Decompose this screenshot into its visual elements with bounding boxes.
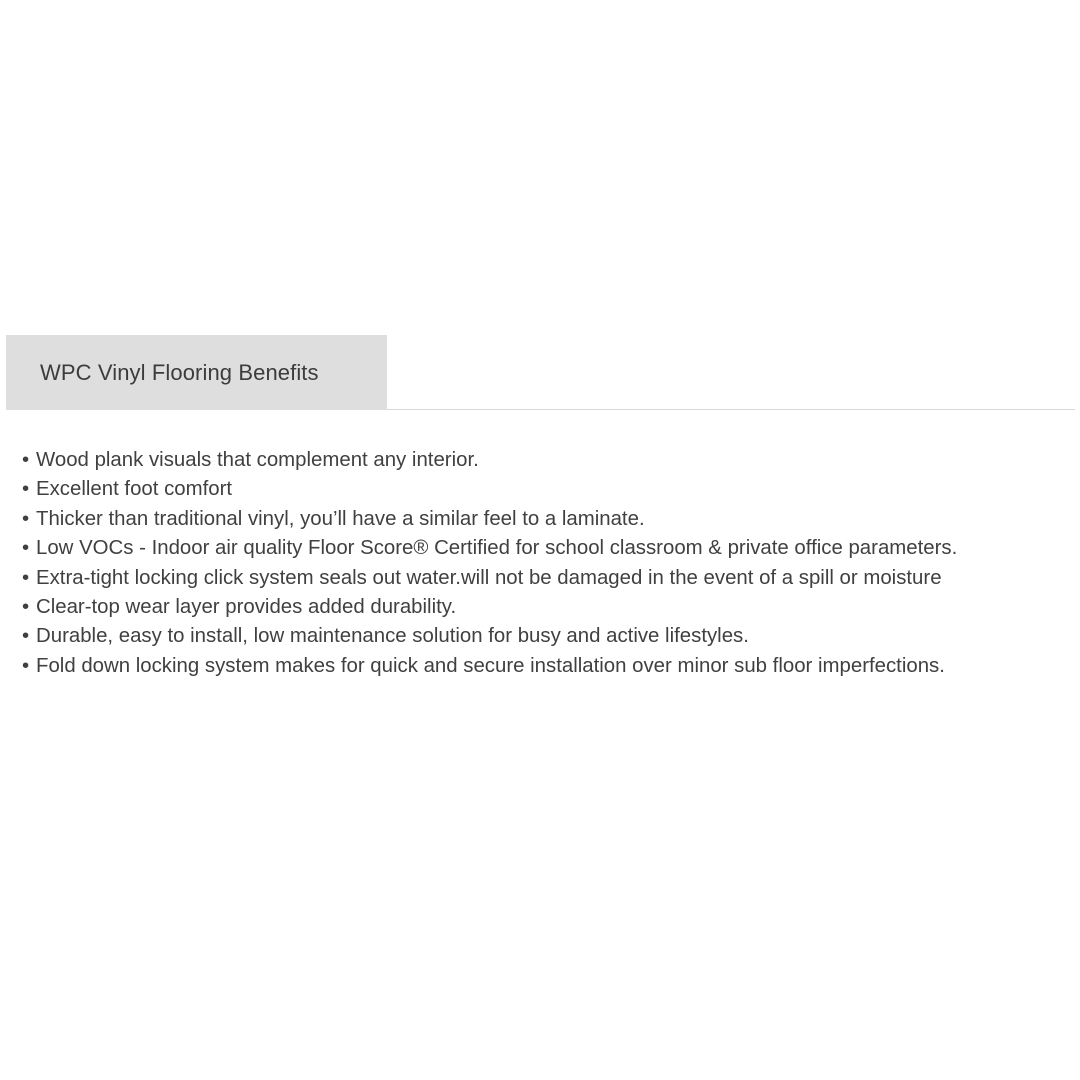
list-item-text: Clear-top wear layer provides added durability.: [36, 596, 457, 619]
list-item: [22, 446, 1076, 475]
list-item: [22, 593, 1076, 622]
list-item-text: Durable, easy to install, low maintenance solution for busy and active lifestyles.: [36, 625, 749, 648]
list-item-text: Thicker than traditional vinyl, you’ll have a similar feel to a laminate.: [36, 507, 645, 530]
bullet: •: [22, 449, 30, 471]
bullet: •: [22, 625, 30, 648]
list-item-text: Fold down locking system makes for quick and secure installation over minor sub floor imperfections.: [36, 654, 945, 677]
bullet: •: [22, 654, 30, 677]
list-item: [22, 652, 1076, 681]
tab-strip: [6, 335, 1075, 410]
bullet: •: [22, 478, 30, 501]
list-item: [22, 534, 1076, 563]
list-item: [22, 505, 1076, 534]
bullet: •: [22, 507, 30, 530]
list-item-text: Extra-tight locking click system seals out water.will not be damaged in the event of a spill or moisture: [36, 566, 942, 589]
list-item: [22, 475, 1076, 504]
bullet: •: [22, 596, 30, 619]
list-item: [22, 622, 1076, 651]
list-item-text: Low VOCs - Indoor air quality Floor Score® Certified for school classroom & private office parameters.: [36, 537, 958, 560]
list-item-text: Wood plank visuals that complement any interior.: [36, 449, 479, 471]
list-item: [22, 564, 1076, 593]
tab-wpc-vinyl-flooring-benefits[interactable]: [6, 335, 387, 410]
tab-label: WPC Vinyl Flooring Benefits: [40, 359, 319, 385]
benefits-list: [22, 446, 1076, 681]
bullet: •: [22, 566, 30, 589]
bullet: •: [22, 537, 30, 560]
list-item-text: Excellent foot comfort: [36, 478, 233, 501]
